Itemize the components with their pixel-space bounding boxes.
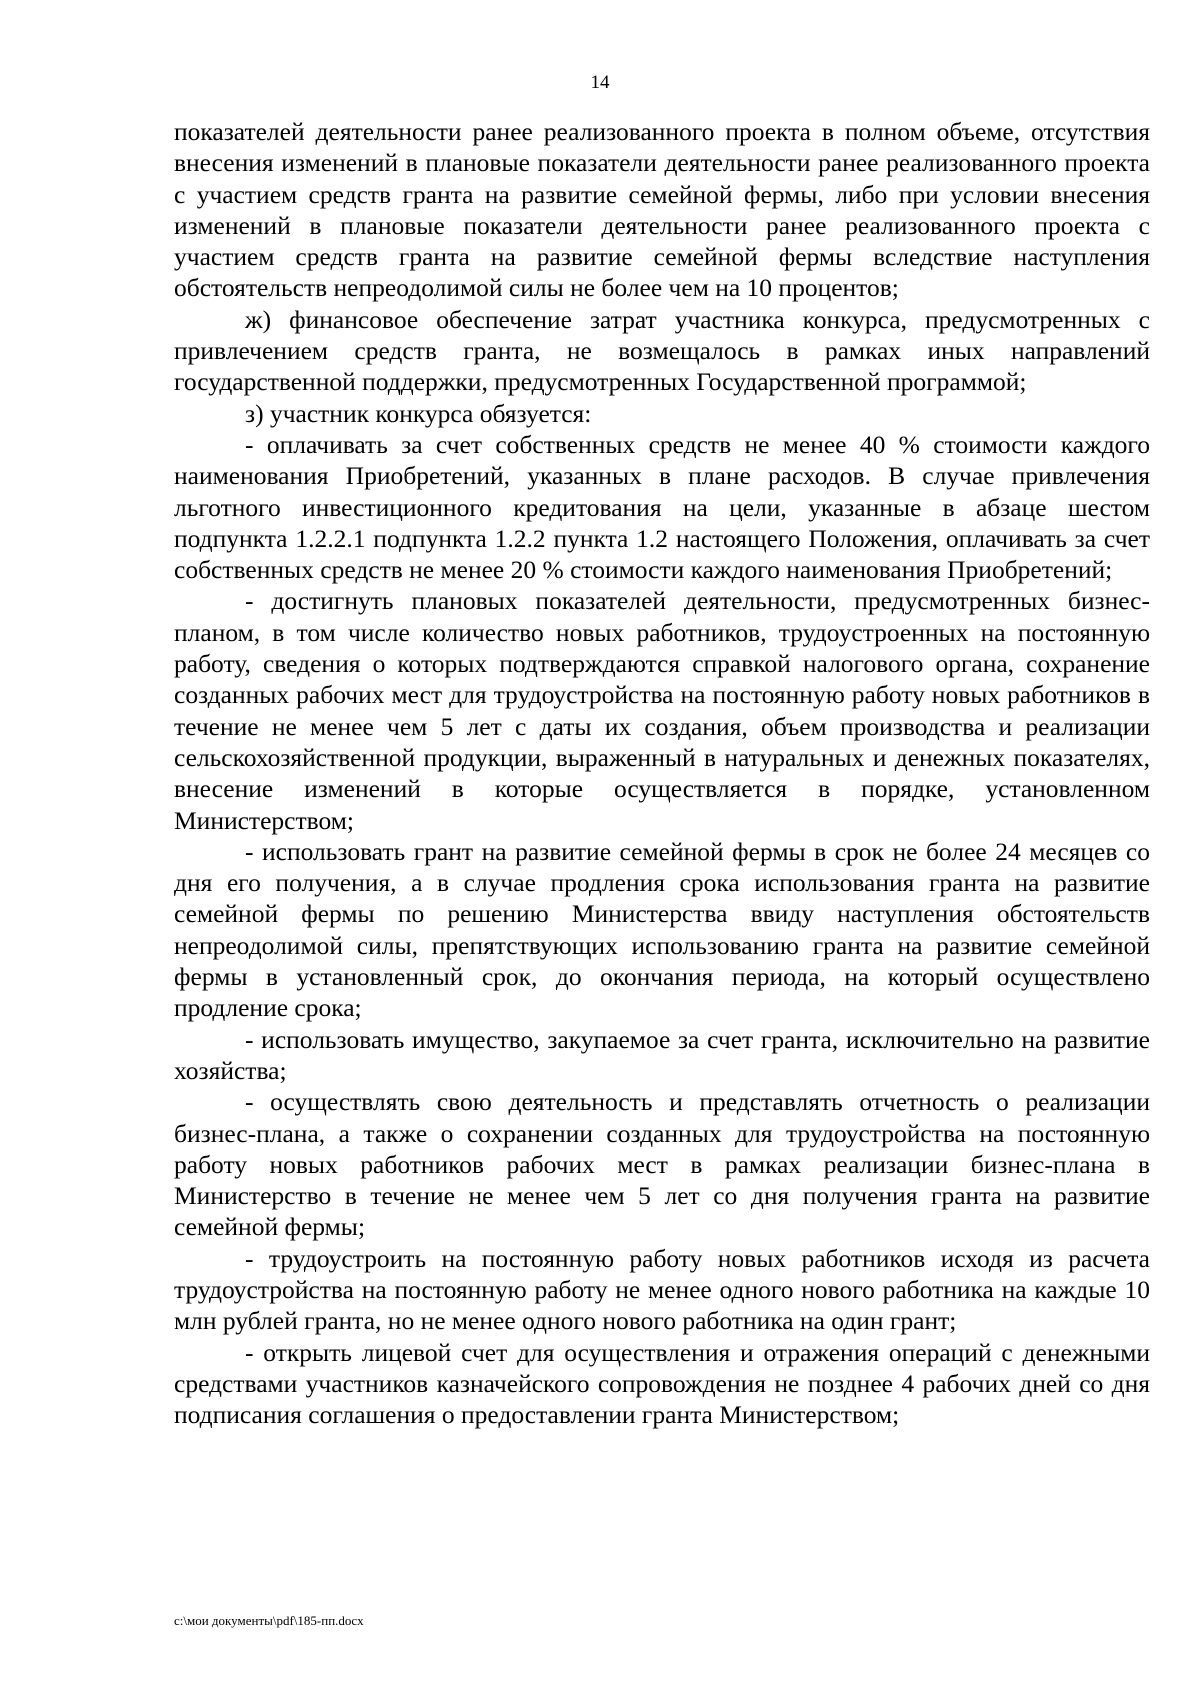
paragraph-reporting: - осуществлять свою деятельность и представлять отчетность о реализации бизнес-плана, а также о сохранении созданных для трудоустройства на постоянную работу новых работников рабочих мест в рамках реализации бизнес-плана в Министерство в течение не менее чем 5 лет со дня получения гранта на развитие семейной фермы;: [174, 1087, 1150, 1242]
footer-file-path: c:\мои документы\pdf\185-пп.docx: [174, 1613, 364, 1628]
paragraph-open-account: - открыть лицевой счет для осуществления и отражения операций с денежными средствами участников казначейского сопровождения не позднее 4 рабочих дней со дня подписания соглашения о предоставлении гранта Министерством;: [174, 1337, 1150, 1430]
paragraph-item-zh: ж) финансовое обеспечение затрат участника конкурса, предусмотренных с привлечением средств гранта, не возмещалось в рамках иных направлений государственной поддержки, предусмотренных Государственной программой;: [174, 304, 1150, 397]
paragraph-pay-own-funds: - оплачивать за счет собственных средств не менее 40 % стоимости каждого наименования Приобретений, указанных в плане расходов. В случае привлечения льготного инвестиционного кредитования на цели, указанные в абзаце шестом подпункта 1.2.2.1 подпункта 1.2.2 пункта 1.2 настоящего Положения, оплачивать за счет собственных средств не менее 20 % стоимости каждого наименования Приобретений;: [174, 429, 1150, 585]
paragraph-use-property: - использовать имущество, закупаемое за счет гранта, исключительно на развитие хозяйства;: [174, 1024, 1150, 1085]
paragraph-use-grant-term: - использовать грант на развитие семейной фермы в срок не более 24 месяцев со дня его получения, а в случае продления срока использования гранта на развитие семейной фермы по решению Министерства ввиду наступления обстоятельств непреодолимой силы, препятствующих использованию гранта на развитие семейной фермы в установленный срок, до окончания периода, на который осуществлено продление срока;: [174, 836, 1150, 1023]
paragraph-plan-indicators: показателей деятельности ранее реализованного проекта в полном объеме, отсутствия внесения изменений в плановые показатели деятельности ранее реализованного проекта с участием средств гранта на развитие семейной фермы, либо при условии внесения изменений в плановые показатели деятельности ранее реализованного проекта с участием средств гранта на развитие семейной фермы вследствие наступления обстоятельств непреодолимой силы не более чем на 10 процентов;: [174, 117, 1150, 303]
page-number: 14: [590, 72, 610, 93]
paragraph-reach-indicators: - достигнуть плановых показателей деятельности, предусмотренных бизнес-планом, в том числе количество новых работников, трудоустроенных на постоянную работу, сведения о которых подтверждаются справкой налогового органа, сохранение созданных рабочих мест для трудоустройства на постоянную работу новых работников в течение не менее чем 5 лет с даты их создания, объем производства и реализации сельскохозяйственной продукции, выраженный в натуральных и денежных показателях, внесение изменений в которые осуществляется в порядке, установленном Министерством;: [174, 586, 1150, 835]
document-body: [174, 116, 1150, 1430]
paragraph-item-z: з) участник конкурса обязуется:: [245, 398, 592, 428]
paragraph-employ-workers: - трудоустроить на постоянную работу новых работников исходя из расчета трудоустройства на постоянную работу не менее одного нового работника на каждые 10 млн рублей гранта, но не менее одного нового работника на один грант;: [174, 1243, 1150, 1336]
